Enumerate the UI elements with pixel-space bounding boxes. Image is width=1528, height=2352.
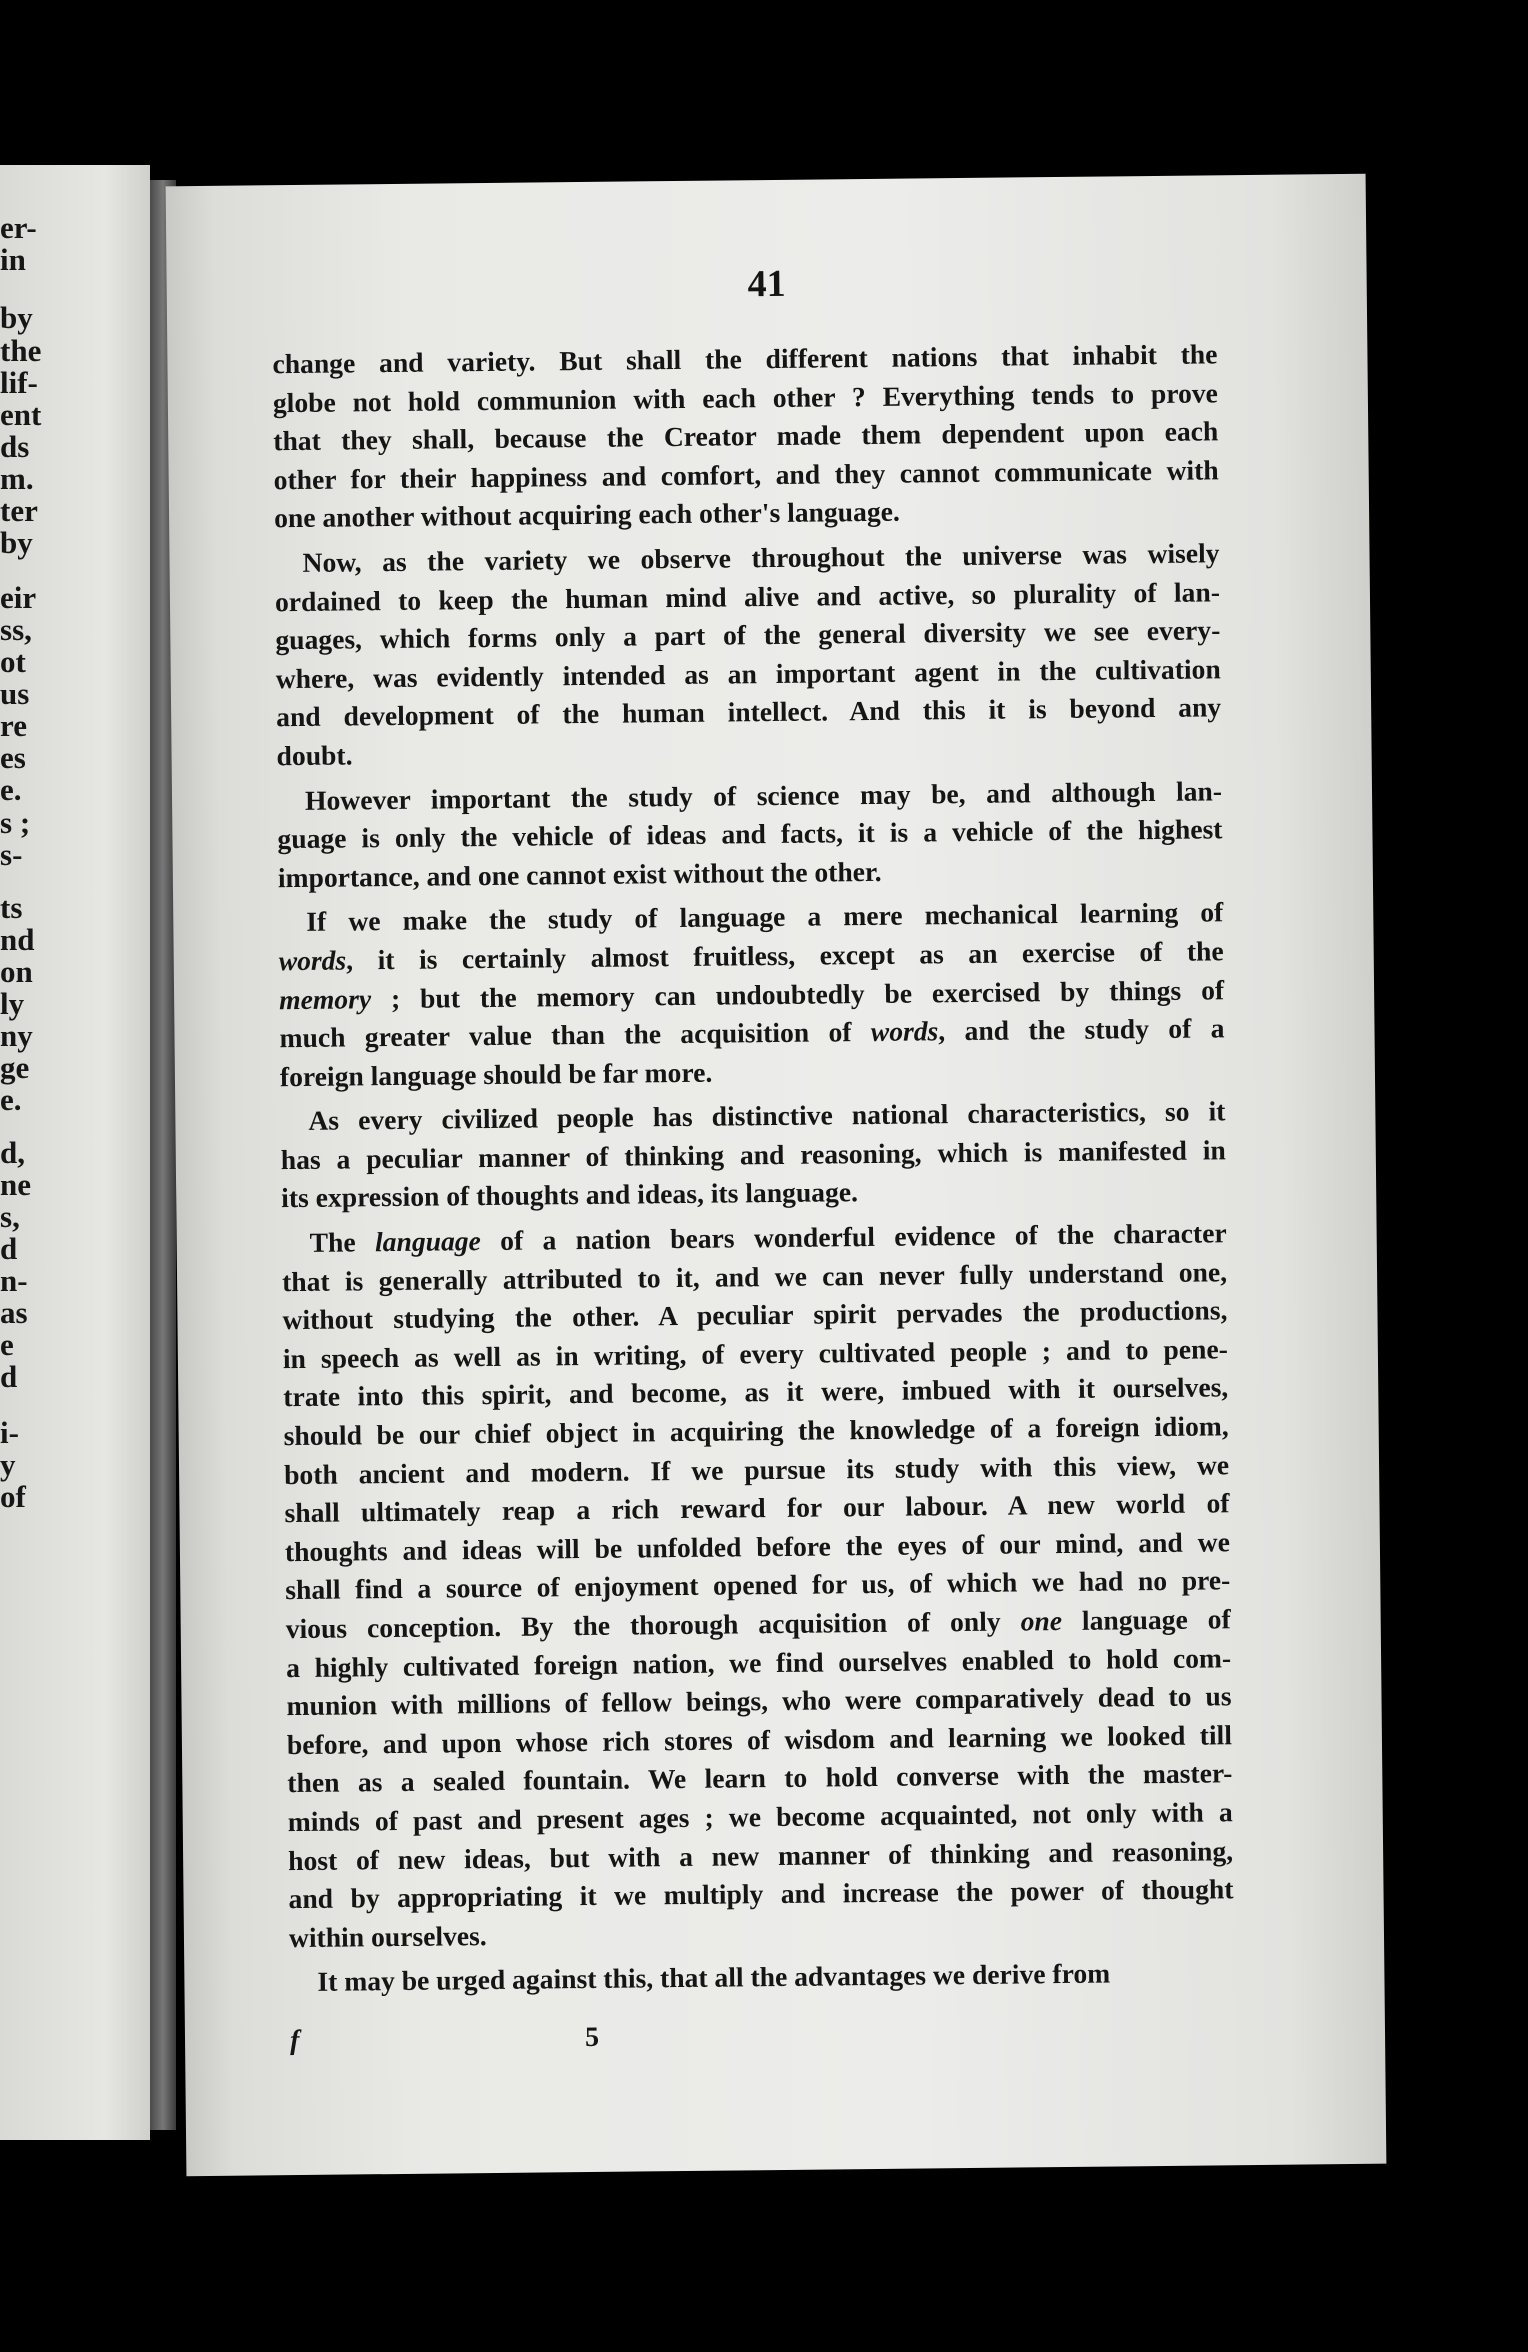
left-page-fragment: e. [0,1082,22,1117]
left-page-fragment: us [0,676,30,711]
paragraph [274,534,1221,775]
left-page-fragment: d [0,1359,18,1394]
text-line: has a peculiar manner of thinking and reasoning, which is manifested in [280,1134,1226,1176]
text-line: guages, which forms only a part of the general diversity we see every- [275,614,1221,656]
left-page-fragment: ent [0,397,42,432]
left-page-fragment: by [0,300,33,335]
left-page-fragment: ot [0,644,26,679]
text-line: where, was evidently intended as an important agent in the cultivation [275,653,1221,694]
text-line: should be our chief object in acquiring the knowledge of a foreign idiom, [283,1410,1229,1452]
text-line: host of new ideas, but with a new manner of thinking and reasoning, [287,1834,1234,1876]
left-page-fragment: eir [0,580,37,615]
text-line: Now, as the variety we observe throughout the universe was wisely [302,537,1220,578]
left-page-fragment: d, [0,1135,25,1170]
text-line: and by appropriating it we multiply and increase the power of thought [288,1873,1234,1915]
left-page-fragment: re [0,708,27,743]
text-line: globe not hold communion with each other ? Everything tends to prove [272,376,1218,418]
text-line: that is generally attributed to it, and we can never fully understand one, [281,1255,1228,1297]
text-line: munion with millions of fellow beings, who were comparatively dead to us [286,1680,1232,1722]
signature-mark: f [289,2025,300,2057]
left-page-edge [0,165,150,2140]
left-page-fragment: s, [0,1199,20,1234]
text-line: minds of past and present ages ; we become acquainted, not only with a [287,1796,1233,1838]
left-page-fragment: s- [0,837,23,872]
text-line: words, it is certainly almost fruitless, except as an exercise of the [278,935,1224,977]
text-line: one another without acquiring each other's language. [273,496,900,534]
sheet-number: 5 [584,2021,600,2054]
text-line: and development of the human intellect. And this it is beyond any [276,691,1222,733]
left-page-fragment: ne [0,1167,31,1202]
left-page-fragment: ds [0,429,30,464]
text-line: It may be urged against this, that all the advantages we derive from [317,1957,1111,1998]
left-page-fragment: es [0,740,26,775]
left-page-fragment: by [0,525,33,560]
text-line: without studying the other. A peculiar spirit pervades the productions, [282,1294,1228,1336]
left-page-fragment: e [0,1327,14,1362]
left-page-fragment: as [0,1295,28,1330]
text-line: importance, and one cannot exist without the other. [277,855,882,893]
text-line: However important the study of science may be, and although lan- [304,774,1223,816]
left-page-fragment: ge [0,1050,30,1085]
left-page-fragment: d [0,1231,18,1266]
text-line: guage is only the vehicle of ideas and facts, it is a vehicle of the highest [277,813,1223,855]
paragraph [277,772,1223,898]
left-page-fragment: y [0,1447,16,1482]
paragraph [272,335,1219,538]
paragraph [289,1954,1234,2002]
left-page-fragment: n- [0,1263,28,1298]
left-page-fragment: e. [0,772,22,807]
left-page-fragment: of [0,1479,26,1514]
left-page-fragment: ter [0,493,38,528]
text-line: change and variety. But shall the different nations that inhabit the [272,338,1218,380]
left-page-fragment: ly [0,986,25,1021]
body-text [272,335,1234,2008]
text-line: foreign language should be far more. [279,1056,713,1092]
paragraph [278,894,1225,1097]
text-line: before, and upon whose rich stores of wisdom and learning we looked till [286,1719,1233,1760]
text-line: that they shall, because the Creator made them dependent upon each [273,415,1219,457]
left-page-fragment: ts [0,890,23,925]
text-line: As every civilized people has distinctive national characteristics, so it [308,1095,1226,1137]
text-line: both ancient and modern. If we pursue its study with this view, we [283,1448,1230,1490]
book-page [166,174,1387,2176]
text-line: The language of a nation bears wonderful evidence of the character [309,1217,1227,1258]
left-page-fragment: lif- [0,365,38,400]
text-line: shall find a source of enjoyment opened for us, of which we had no pre- [285,1564,1231,1606]
left-page-fragment: ss, [0,612,32,647]
text-line: its expression of thoughts and ideas, its language. [281,1176,859,1214]
left-page-fragment: er- [0,210,37,245]
left-page-fragment: m. [0,461,34,496]
left-page-fragment: nd [0,922,35,957]
text-line: thoughts and ideas will be unfolded before the eyes of our mind, and we [284,1526,1231,1567]
paragraph [281,1214,1234,1957]
left-page-fragment: the [0,333,42,368]
text-line: doubt. [276,739,353,772]
left-page-fragment: in [0,242,26,277]
paragraph [280,1093,1226,1219]
text-line: memory ; but the memory can undoubtedly be exercised by things of [278,973,1225,1015]
left-page-fragment: on [0,954,33,989]
page-footer [289,2015,1235,2057]
text-line: other for their happiness and comfort, and they cannot communicate with [273,454,1219,496]
text-line: within ourselves. [288,1919,487,1953]
text-line: shall ultimately reap a rich reward for our labour. A new world of [284,1487,1230,1529]
text-line: If we make the study of language a mere mechanical learning of [306,896,1224,938]
text-line: a highly cultivated foreign nation, we find ourselves enabled to hold com- [285,1641,1232,1683]
text-line: then as a sealed fountain. We learn to hold converse with the master- [287,1757,1233,1799]
text-line: trate into this spirit, and become, as it were, imbued with it ourselves, [283,1371,1229,1413]
page-number: 41 [747,262,786,306]
left-page-fragment: ny [0,1018,33,1053]
text-line: vious conception. By the thorough acquisition of only one language of [285,1603,1231,1645]
text-line: much greater value than the acquisition of words, and the study of a [279,1012,1225,1054]
left-page-fragment: s ; [0,805,31,840]
text-line: ordained to keep the human mind alive and active, so plurality of lan- [274,575,1221,617]
left-page-fragment: i- [0,1415,19,1450]
text-line: in speech as well as in writing, of every cultivated people ; and to pene- [282,1333,1229,1375]
